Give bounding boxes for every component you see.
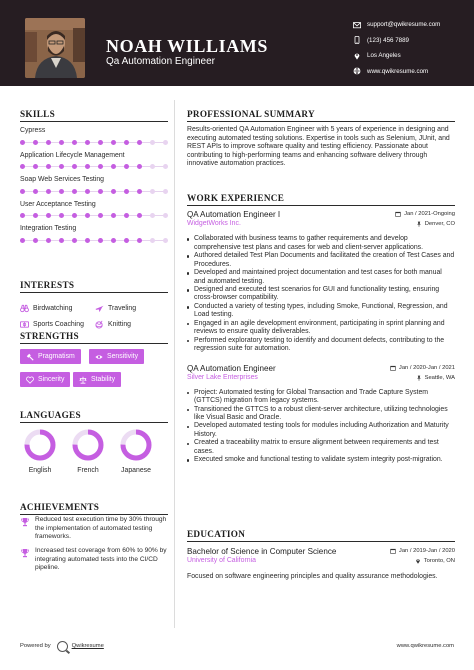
rating-dot — [20, 238, 25, 243]
yarn-icon — [95, 320, 104, 329]
candidate-name: NOAH WILLIAMS — [106, 36, 268, 56]
trophy-icon — [20, 517, 30, 527]
rating-dot — [33, 189, 38, 194]
skill-rating — [20, 236, 168, 244]
education-location — [415, 558, 455, 564]
rating-track — [20, 215, 168, 216]
location-icon — [352, 51, 361, 60]
skill-item — [20, 127, 168, 146]
education-dates — [390, 548, 455, 554]
rating-dot — [150, 164, 155, 169]
skill-item — [20, 152, 168, 171]
rating-dot — [46, 164, 51, 169]
rating-dot — [72, 238, 77, 243]
degree: Bachelor of Science in Computer Science — [187, 547, 337, 557]
strength-sensitivity — [89, 349, 144, 364]
achievement-item — [20, 547, 168, 573]
column-divider — [174, 100, 175, 628]
section-rule — [187, 121, 455, 122]
language-label: English — [28, 467, 52, 474]
skill-item — [20, 201, 168, 220]
job-company-row — [187, 374, 455, 385]
summary-title: PROFESSIONAL SUMMARY — [187, 109, 315, 119]
job-bullet: Authored detailed Test Plan Documents and facilitated the creation of Test Cases and Procedures. — [187, 252, 455, 269]
skill-rating — [20, 163, 168, 171]
job-company: Silver Lake Enterprises — [187, 373, 258, 381]
rating-dot — [111, 238, 116, 243]
binoculars-icon — [20, 304, 29, 313]
interest-birdwatching — [20, 304, 72, 313]
rating-dot — [124, 140, 129, 145]
rating-dot — [33, 164, 38, 169]
interest-label: Sports Coaching — [33, 321, 84, 328]
education-dates-text: Jan / 2019-Jan / 2020 — [398, 548, 455, 555]
job-location — [416, 375, 455, 381]
job-entry — [187, 364, 455, 465]
rating-dot — [124, 213, 129, 218]
pin-icon — [416, 375, 422, 381]
job-bullet: Developed automated testing tools for modules including Authorization and Maturity History. — [187, 422, 455, 439]
job-company-row — [187, 220, 455, 231]
profile-photo — [25, 18, 85, 78]
experience-title: WORK EXPERIENCE — [187, 193, 285, 203]
rating-dot — [85, 189, 90, 194]
interest-label: Traveling — [108, 305, 137, 312]
job-title: QA Automation Engineer — [187, 363, 276, 373]
interest-label: Birdwatching — [33, 305, 73, 312]
language-level-ring — [23, 428, 57, 462]
experience-section — [187, 193, 455, 465]
skill-name: User Acceptance Testing — [20, 200, 96, 208]
rating-dot — [46, 140, 51, 145]
interest-sports-coaching — [20, 320, 84, 329]
pin-icon — [416, 221, 422, 227]
footer-brand-link[interactable]: Qwikresume — [71, 643, 104, 649]
resume-header — [0, 0, 474, 86]
interests-title: INTERESTS — [20, 280, 75, 290]
summary-text: Results-oriented QA Automation Engineer with 5 years of experience in designing and executing automated testing solutions. Expertise in tools such as Selenium, JUnit, and REST APIs to improve software quality and testing efficiency. Passionate about contributing to high-performing teams and enhancing software delivery through innovative automation practices. — [187, 126, 450, 168]
rating-dot — [111, 140, 116, 145]
job-bullet: Executed smoke and functional testing to validate system integrity post-migration. — [187, 456, 455, 464]
eye-icon — [95, 353, 103, 361]
rating-dot — [150, 189, 155, 194]
skill-rating — [20, 187, 168, 195]
job-title: QA Automation Engineer I — [187, 210, 281, 220]
language-level-ring — [119, 428, 153, 462]
interests-section — [20, 280, 168, 328]
footer — [20, 639, 454, 653]
interest-label: Knitting — [108, 321, 131, 328]
skill-name: Application Lifecycle Management — [20, 151, 125, 159]
achievement-text: Reduced test execution time by 30% through the implementation of automated testing frameworks. — [35, 516, 167, 540]
rating-dot — [59, 140, 64, 145]
rating-dot — [46, 213, 51, 218]
candidate-role: Qa Automation Engineer — [106, 56, 215, 67]
achievements-title: ACHIEVEMENTS — [20, 502, 100, 512]
job-bullet: Project: Automated testing for Global Transaction and Trade Capture System (GTTCS) migration from legacy systems. — [187, 389, 455, 406]
contact-email[interactable] — [352, 17, 440, 33]
education-title: EDUCATION — [187, 529, 246, 539]
rating-dot — [72, 140, 77, 145]
achievements-section — [20, 502, 168, 571]
job-bullet: Transitioned the GTTCS to a robust client-server architecture, utilizing technologies like Visual Basic and Oracle. — [187, 406, 455, 423]
strengths-title: STRENGTHS — [20, 331, 79, 341]
rating-track — [20, 191, 168, 192]
rating-dot — [59, 213, 64, 218]
rating-dot — [163, 140, 168, 145]
rating-dot — [59, 164, 64, 169]
skill-name: Integration Testing — [20, 225, 77, 233]
header-divider — [0, 86, 474, 91]
rating-dot — [124, 189, 129, 194]
footer-powered-text: Powered by — [20, 643, 51, 649]
language-label: French — [77, 467, 99, 474]
job-dates — [395, 211, 455, 217]
rating-track — [20, 142, 168, 143]
rating-dot — [163, 213, 168, 218]
skill-rating — [20, 138, 168, 146]
rating-dot — [20, 189, 25, 194]
job-bullets — [187, 389, 455, 465]
contact-email-text: support@qwikresume.com — [367, 21, 441, 29]
globe-icon — [352, 67, 361, 76]
rating-dot — [163, 164, 168, 169]
languages-title: LANGUAGES — [20, 410, 81, 420]
rating-dot — [150, 238, 155, 243]
rating-dot — [124, 238, 129, 243]
plane-icon — [95, 304, 104, 313]
achievement-item — [20, 516, 168, 542]
calendar-icon — [395, 211, 401, 217]
language-label: Japanese — [121, 467, 151, 474]
rating-dot — [137, 164, 142, 169]
strength-label: Sensitivity — [107, 353, 139, 360]
rating-dot — [137, 189, 142, 194]
rating-dot — [98, 189, 103, 194]
contact-location — [352, 48, 440, 64]
job-dates-text: Jan / 2020-Jan / 2021 — [398, 364, 455, 371]
contact-phone[interactable] — [352, 33, 440, 49]
rating-dot — [85, 140, 90, 145]
rating-track — [20, 240, 168, 241]
rating-dot — [98, 140, 103, 145]
trophy-icon — [20, 548, 30, 558]
strength-pragmatism — [20, 349, 81, 364]
education-entry — [187, 547, 455, 582]
skills-section — [20, 109, 168, 233]
strengths-section — [20, 331, 168, 383]
rating-dot — [98, 238, 103, 243]
job-bullet: Collaborated with business teams to gather requirements and develop comprehensive test plans and cases for web and client-server applications. — [187, 235, 455, 252]
strength-label: Pragmatism — [38, 353, 75, 360]
skill-name: Cypress — [20, 127, 46, 135]
rating-dot — [59, 189, 64, 194]
interest-knitting — [95, 320, 131, 329]
rating-dot — [72, 164, 77, 169]
section-rule — [20, 343, 168, 344]
job-bullet: Developed and maintained project documentation and test cases for both manual and automated testing. — [187, 269, 455, 286]
language-level-ring — [71, 428, 105, 462]
job-entry — [187, 210, 455, 353]
languages-section — [20, 410, 168, 474]
skill-name: Soap Web Services Testing — [20, 176, 105, 184]
rating-dot — [163, 189, 168, 194]
rating-dot — [150, 140, 155, 145]
rating-dot — [98, 164, 103, 169]
rating-dot — [111, 213, 116, 218]
rating-dot — [124, 164, 129, 169]
heart-icon — [26, 376, 34, 384]
education-section — [187, 529, 455, 582]
rating-dot — [85, 238, 90, 243]
sports-icon — [20, 320, 29, 329]
strength-label: Sincerity — [38, 376, 65, 383]
footer-site-link[interactable]: www.qwikresume.com — [396, 643, 454, 649]
job-bullet: Engaged in an agile development environment, participating in sprint planning and reviews to ensure quality deliverables. — [187, 320, 455, 337]
hammer-icon — [26, 353, 34, 361]
summary-section — [187, 109, 455, 169]
calendar-icon — [390, 365, 396, 371]
job-bullet: Created a traceability matrix to ensure alignment between requirements and test cases. — [187, 439, 455, 456]
job-location — [416, 221, 455, 227]
job-bullets — [187, 235, 455, 353]
rating-dot — [72, 189, 77, 194]
language-item — [20, 428, 60, 474]
rating-dot — [98, 213, 103, 218]
contact-website[interactable] — [352, 64, 440, 80]
calendar-icon — [390, 548, 396, 554]
job-location-text: Seattle, WA — [424, 374, 455, 381]
job-dates-text: Jan / 2021-Ongoing — [404, 211, 455, 218]
language-item — [68, 428, 108, 474]
job-bullet: Designed and executed test scenarios for GUI and functionality testing, ensuring cross-browser compatibility. — [187, 286, 455, 303]
interest-traveling — [95, 304, 136, 313]
skill-item — [20, 176, 168, 195]
education-text: Focused on software engineering principles and quality assurance methodologies. — [187, 573, 438, 581]
skill-item — [20, 225, 168, 244]
rating-dot — [59, 238, 64, 243]
email-icon — [352, 20, 361, 29]
rating-dot — [33, 213, 38, 218]
rating-dot — [137, 213, 142, 218]
qwikresume-logo-icon — [57, 641, 68, 652]
rating-dot — [163, 238, 168, 243]
location-icon — [415, 558, 421, 564]
rating-dot — [20, 164, 25, 169]
section-rule — [20, 422, 168, 423]
strength-label: Stability — [91, 376, 116, 383]
school: University of California — [187, 557, 256, 565]
rating-dot — [85, 213, 90, 218]
section-rule — [187, 205, 455, 206]
contact-website-text: www.qwikresume.com — [367, 67, 429, 75]
skill-rating — [20, 212, 168, 220]
section-rule — [187, 541, 455, 542]
contact-location-text: Los Angeles — [367, 52, 401, 60]
rating-dot — [20, 140, 25, 145]
contact-list — [352, 17, 440, 79]
achievement-text: Increased test coverage from 60% to 90% by integrating automated tests into the CI/CD pipeline. — [35, 547, 167, 571]
job-bullet: Conducted a variety of testing types, including Smoke, Functional, Regression, and Load testing. — [187, 303, 455, 320]
strength-sincerity — [20, 372, 70, 387]
rating-dot — [137, 238, 142, 243]
rating-dot — [111, 189, 116, 194]
rating-dot — [33, 238, 38, 243]
job-location-text: Denver, CO — [424, 221, 455, 228]
rating-dot — [33, 140, 38, 145]
skills-title: SKILLS — [20, 109, 55, 119]
rating-dot — [46, 189, 51, 194]
section-rule — [20, 292, 168, 293]
balance-icon — [79, 376, 87, 384]
education-school-row — [187, 557, 455, 568]
rating-dot — [72, 213, 77, 218]
job-bullet: Performed exploratory testing to identify and document defects, contributing to the regression suite for automation. — [187, 337, 455, 354]
section-rule — [20, 121, 168, 122]
job-dates — [390, 365, 455, 371]
rating-track — [20, 166, 168, 167]
rating-dot — [137, 140, 142, 145]
rating-dot — [111, 164, 116, 169]
rating-dot — [20, 213, 25, 218]
rating-dot — [150, 213, 155, 218]
job-company: WidgetWorks Inc. — [187, 220, 241, 228]
education-location-text: Toronto, ON — [423, 558, 455, 565]
phone-icon — [352, 36, 361, 45]
language-item — [116, 428, 156, 474]
strength-stability — [73, 372, 121, 387]
rating-dot — [85, 164, 90, 169]
contact-phone-text: (123) 456 7889 — [367, 36, 409, 44]
rating-dot — [46, 238, 51, 243]
